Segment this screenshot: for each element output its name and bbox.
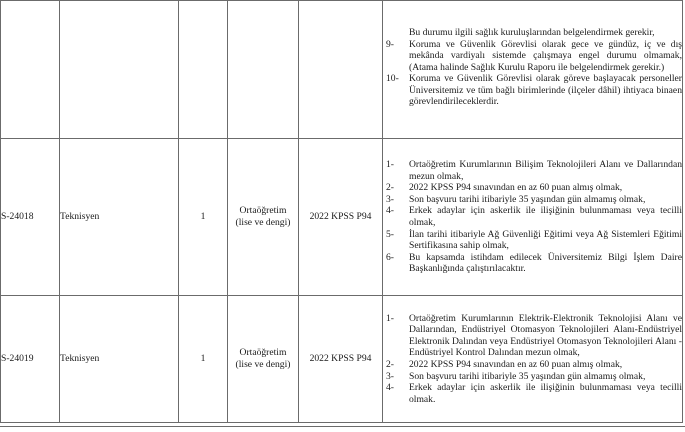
requirement-number: 5- — [386, 228, 394, 240]
position-code — [1, 1, 60, 139]
education-line: Ortaöğretim — [239, 205, 287, 217]
requirement-text: 2022 KPSS P94 sınavından en az 60 puan almış olmak, — [409, 182, 623, 194]
table-row — [1, 1, 683, 139]
requirement-item — [383, 382, 682, 405]
requirement-text: Ortaöğretim Kurumlarının Bilişim Teknolojileri Alanı ve Dallarından mezun olmak, — [409, 159, 682, 182]
education-line: Ortaöğretim — [239, 347, 287, 359]
education-line: (lise ve dengi) — [235, 359, 291, 370]
table-row — [1, 296, 683, 423]
requirement-text: Ortaöğretim Kurumlarının Elektrik-Elektronik Teknolojisi Alanı ve Dallarından, Endüstriyel Otomasyon Teknolojileri Alanı-Endüstriyel Elektronik Dalından veya Endüstriyel Otomasyon Teknolojileri Alanı - Endüstriyel Kontrol Dalından mezun olmak, — [409, 312, 682, 359]
requirement-item — [383, 194, 682, 206]
requirement-item — [383, 371, 682, 383]
position-title — [60, 1, 179, 139]
requirement-number: 1- — [386, 159, 394, 171]
position-title: Teknisyen — [60, 296, 179, 423]
requirement-number: 4- — [386, 205, 394, 217]
education-level — [228, 139, 299, 296]
position-count: 1 — [179, 139, 228, 296]
requirement-text: Bu kapsamda istihdam edilecek Üniversitemiz Bilgi İşlem Daire Başkanlığında çalıştırılacaktır. — [409, 251, 682, 275]
requirement-text: İlan tarihi itibariyle Ağ Güvenliği Eğitimi veya Ağ Sistemleri Eğitimi Sertifikasına sahip olmak, — [409, 228, 682, 252]
requirement-continuation: Bu durumu ilgili sağlık kuruluşlarından belgelendirmek gerekir, — [409, 26, 655, 38]
page-bottom-rule — [0, 426, 685, 427]
requirement-item — [383, 359, 682, 371]
requirement-text: Erkek adaylar için askerlik ile ilişiğinin bulunmaması veya tecilli olmak. — [409, 382, 682, 405]
requirement-item — [383, 39, 682, 74]
table-row — [1, 139, 683, 296]
position-title: Teknisyen — [60, 139, 179, 296]
education-level — [228, 296, 299, 423]
requirement-number: 4- — [386, 382, 394, 394]
position-count: 1 — [179, 296, 228, 423]
requirements-cell — [383, 1, 683, 139]
requirement-text: 2022 KPSS P94 sınavından en az 60 puan almış olmak, — [409, 359, 623, 370]
requirement-item — [383, 159, 682, 182]
requirement-item — [383, 73, 682, 108]
requirement-number: 6- — [386, 251, 394, 263]
requirement-text: Koruma ve Güvenlik Görevlisi olarak göreve başlayacak personeller Üniversitemiz ve tüm bağlı birimlerinde (ilçeler dâhil) ihtiyaca binaen görevlendirileceklerdir. — [409, 73, 682, 108]
requirement-text: Erkek adaylar için askerlik ile ilişiğinin bulunmaması veya tecilli olmak, — [409, 205, 682, 228]
position-code: S-24018 — [1, 139, 60, 296]
education-level — [228, 1, 299, 139]
requirement-item — [383, 252, 682, 275]
requirement-item — [383, 182, 682, 194]
exam-type: 2022 KPSS P94 — [299, 139, 383, 296]
requirements-cell — [383, 139, 683, 296]
requirement-number: 10- — [386, 73, 399, 85]
requirement-number: 2- — [386, 182, 394, 194]
requirement-text: Son başvuru tarihi itibariyle 35 yaşından gün almamış olmak, — [409, 370, 646, 382]
position-count — [179, 1, 228, 139]
requirement-item — [383, 313, 682, 359]
position-code: S-24019 — [1, 296, 60, 423]
exam-type — [299, 1, 383, 139]
requirement-number: 1- — [386, 312, 394, 324]
requirement-number: 2- — [386, 359, 394, 370]
exam-type: 2022 KPSS P94 — [299, 296, 383, 423]
requirement-item — [383, 229, 682, 252]
requirement-text: Son başvuru tarihi itibariyle 35 yaşından gün almamış olmak, — [409, 193, 646, 205]
requirements-cell — [383, 296, 683, 423]
education-line: (lise ve dengi) — [235, 217, 291, 228]
requirement-text: Koruma ve Güvenlik Görevlisi olarak gece ve gündüz, iç ve dış mekânda vardiyalı sistemde çalışmaya engel durumu olmamak, (Atama halinde Sağlık Kurulu Raporu ile belgelendirmek gerekir.) — [409, 38, 682, 73]
requirement-number: 9- — [386, 38, 394, 50]
requirement-item — [383, 205, 682, 228]
requirement-number: 3- — [386, 370, 394, 382]
requirement-number: 3- — [386, 193, 394, 205]
